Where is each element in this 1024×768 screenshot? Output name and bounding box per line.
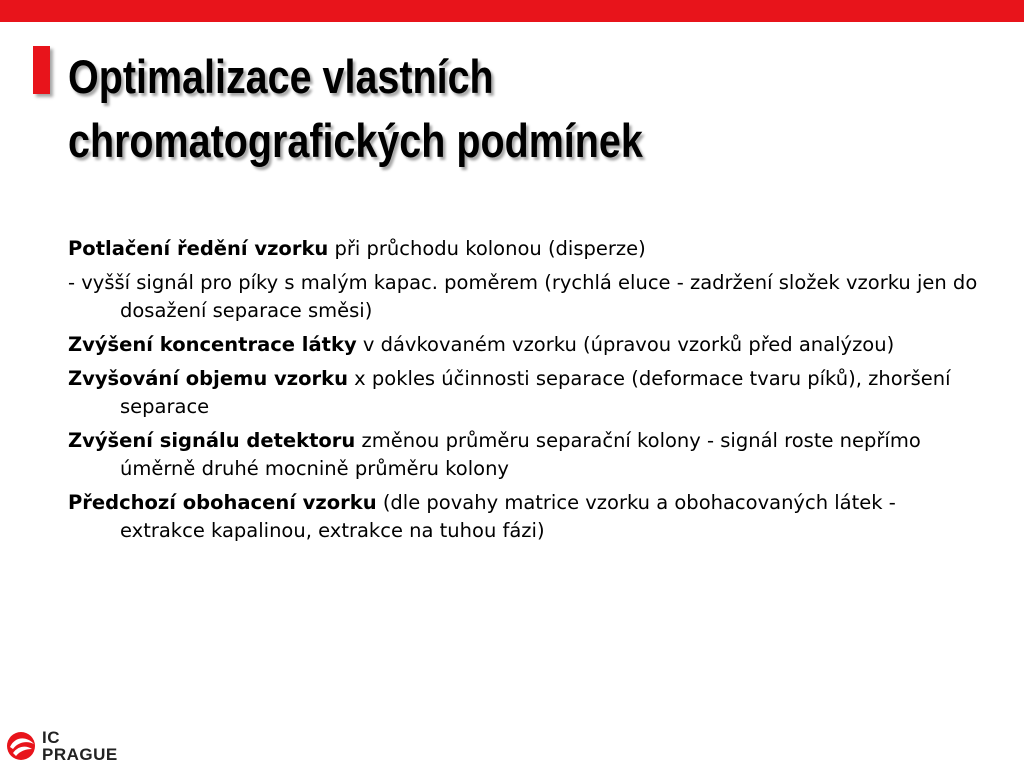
body-paragraph [68, 427, 978, 483]
paragraph-text: x pokles účinnosti separace (deformace tvaru píků), zhoršení separace [120, 367, 951, 418]
slide-body [68, 235, 978, 551]
top-accent-bar [0, 0, 1024, 22]
logo-text-line-1: IC [42, 728, 60, 747]
slide-title-line-1: Optimalizace vlastních [68, 50, 494, 103]
paragraph-text: - vyšší signál pro píky s malým kapac. poměrem (rychlá eluce - zadržení složek vzorku jen do dosažení separace směsi) [68, 271, 978, 322]
ic-prague-logo [4, 728, 124, 766]
title-marker [33, 46, 50, 94]
body-paragraph [68, 489, 978, 545]
body-paragraph [68, 269, 978, 325]
paragraph-bold-term: Zvyšování objemu vzorku [68, 367, 348, 390]
body-paragraph [68, 235, 978, 263]
paragraph-text: (dle povahy matrice vzorku a obohacovaných látek - extrakce kapalinou, extrakce na tuhou fázi) [120, 491, 896, 542]
logo-text-line-2: PRAGUE [42, 745, 118, 764]
logo-wordmark [42, 729, 118, 763]
slide-title-line-2: chromatografických podmínek [68, 114, 643, 167]
ic-prague-logo-icon [4, 728, 40, 764]
paragraph-bold-term: Zvýšení koncentrace látky [68, 333, 357, 356]
paragraph-text: v dávkovaném vzorku (úpravou vzorků před analýzou) [356, 333, 895, 356]
body-paragraph [68, 365, 978, 421]
paragraph-bold-term: Předchozí obohacení vzorku [68, 491, 377, 514]
paragraph-bold-term: Potlačení ředění vzorku [68, 237, 329, 260]
paragraph-bold-term: Zvýšení signálu detektoru [68, 429, 356, 452]
paragraph-text: změnou průměru separační kolony - signál roste nepřímo úměrně druhé mocnině průměru kolony [120, 429, 921, 480]
slide-title [68, 45, 824, 173]
paragraph-text: při průchodu kolonou (disperze) [328, 237, 646, 260]
body-paragraph [68, 331, 978, 359]
